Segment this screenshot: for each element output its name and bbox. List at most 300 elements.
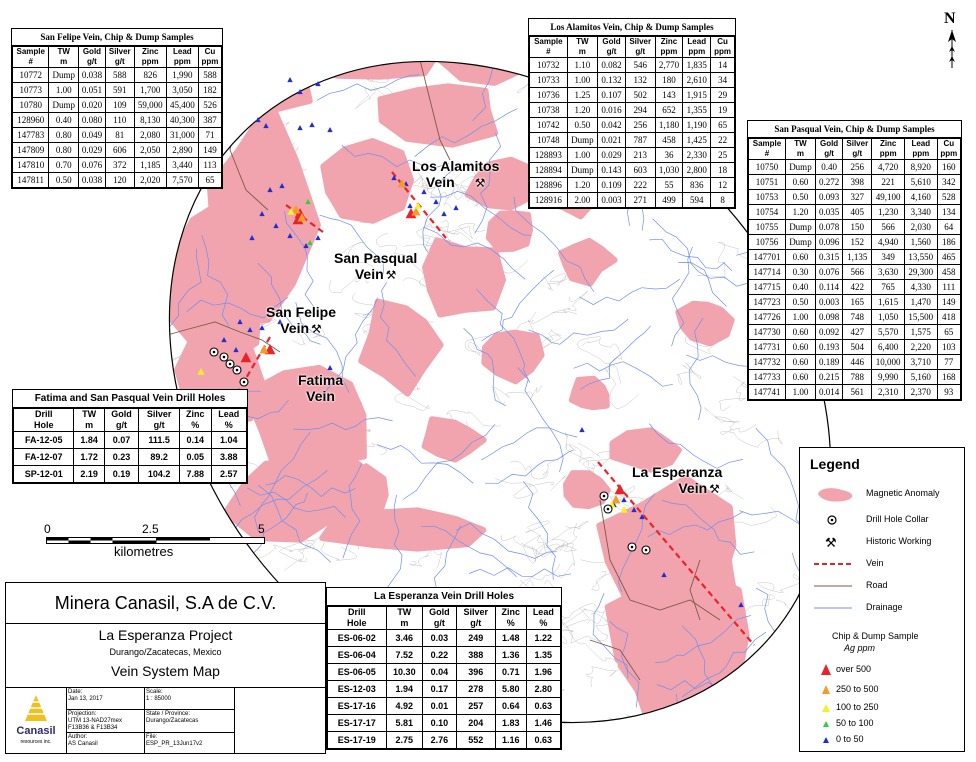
header-text: Silver	[629, 37, 652, 46]
table-cell: 213	[625, 148, 655, 163]
table-cell: 34	[711, 73, 735, 88]
legend-sample-50-100	[800, 716, 964, 732]
project-location: Durango/Zacatecas, Mexico	[109, 647, 222, 657]
header-text: m	[400, 618, 409, 628]
canasil-logo-icon	[22, 694, 50, 722]
table-row	[13, 68, 222, 83]
table-cell: 3,440	[166, 158, 198, 173]
table-cell: 8,920	[904, 160, 937, 175]
column-header	[14, 409, 74, 432]
table-cell: 4,160	[904, 190, 937, 205]
column-header	[526, 607, 560, 630]
table-row	[13, 173, 222, 188]
table-cell: 65	[198, 173, 221, 188]
drill-collar-dot	[603, 495, 606, 498]
legend-label: Historic Working	[866, 536, 932, 546]
table-cell: 1,050	[872, 310, 905, 325]
vein-label-line2: Vein	[306, 388, 335, 404]
table-cell: 3,630	[872, 265, 905, 280]
author-cell	[68, 734, 98, 748]
table-cell: 271	[625, 193, 655, 208]
table-cell: 0.078	[815, 220, 842, 235]
table-cell: 120	[105, 173, 134, 188]
table-cell: 0.60	[785, 355, 815, 370]
table-cell: 77	[937, 355, 960, 370]
drainage-line	[677, 694, 728, 762]
drill-collar-dot	[213, 351, 216, 354]
table-row	[749, 250, 961, 265]
table-cell: 1.96	[526, 664, 560, 681]
table-cell: 458	[655, 133, 683, 148]
magnetic-anomaly-area	[425, 240, 503, 314]
table-cell: 0.64	[495, 698, 526, 715]
table-cell: 1.25	[567, 88, 597, 103]
header-text: Zinc	[501, 607, 521, 617]
header-text: m	[578, 47, 586, 56]
table-cell: 0.60	[785, 250, 815, 265]
table-cell: 3,710	[904, 355, 937, 370]
table-cell: 204	[456, 715, 495, 732]
table-cell: 748	[843, 310, 872, 325]
projection-label: Projection:	[68, 711, 97, 717]
table-cell: 134	[937, 205, 960, 220]
table-title: San Felipe Vein, Chip & Dump Samples	[12, 29, 222, 46]
table-cell: 4,940	[872, 235, 905, 250]
table-cell: 13,550	[904, 250, 937, 265]
table-cell: 8,130	[134, 113, 166, 128]
table-cell: 147733	[749, 370, 786, 385]
header-text: ppm	[714, 47, 732, 56]
table-cell: 396	[456, 664, 495, 681]
table-cell: 1.20	[785, 205, 815, 220]
date-cell	[68, 689, 103, 703]
legend-item-vein	[800, 556, 964, 572]
header-text: Silver	[463, 607, 489, 617]
table-cell: 2.76	[423, 732, 457, 749]
column-header	[567, 37, 597, 58]
table-cell: 1.00	[785, 310, 815, 325]
table-cell: 5.81	[386, 715, 422, 732]
legend-label: Magnetic Anomaly	[866, 488, 940, 498]
column-header	[74, 409, 104, 432]
scale-unit: kilometres	[114, 544, 174, 559]
table-cell: 2,610	[683, 73, 711, 88]
table-cell: 40,300	[166, 113, 198, 128]
table-row	[328, 732, 561, 749]
table-cell: 81	[105, 128, 134, 143]
table-cell: 111.5	[139, 432, 180, 449]
table-cell: 0.029	[598, 148, 626, 163]
table-row	[13, 83, 222, 98]
table-cell: 566	[872, 220, 905, 235]
table-cell: 147783	[13, 128, 49, 143]
map-name: Vein System Map	[111, 663, 220, 679]
header-text: %	[539, 618, 548, 628]
table-cell: 1.83	[495, 715, 526, 732]
table-cell: 10751	[749, 175, 786, 190]
table-cell: ES-06-04	[328, 647, 387, 664]
table-cell: 7,570	[166, 173, 198, 188]
column-header	[683, 37, 711, 58]
legend-item-anomaly	[800, 486, 964, 502]
san-pasqual-sample-table	[747, 120, 962, 401]
state-cell	[146, 711, 198, 725]
table-cell: 1,030	[655, 163, 683, 178]
table-cell: 18	[711, 163, 735, 178]
road-line-icon	[812, 578, 858, 594]
contour-line	[394, 34, 451, 65]
table-cell: 0.03	[423, 630, 457, 647]
contour-line	[765, 662, 786, 682]
table-cell: 1.00	[567, 148, 597, 163]
project-name: La Esperanza Project	[98, 627, 233, 643]
table-cell: ES-17-17	[328, 715, 387, 732]
table-cell: 0.076	[78, 158, 105, 173]
table-cell: 221	[872, 175, 905, 190]
table-cell: 2.57	[211, 466, 246, 483]
table-row	[530, 193, 735, 208]
table-cell: 0.003	[598, 193, 626, 208]
table-cell: 1.04	[211, 432, 246, 449]
file-cell	[146, 734, 202, 748]
header-text: Zinc	[185, 409, 205, 419]
table-cell: Dump	[785, 160, 815, 175]
table-cell: 2,800	[683, 163, 711, 178]
header-text: ppm	[879, 149, 897, 158]
table-cell: ES-06-05	[328, 664, 387, 681]
table-cell: 64	[937, 220, 960, 235]
legend-label: Road	[866, 580, 888, 590]
table-row	[749, 340, 961, 355]
vein-label-line1: San Felipe	[266, 304, 337, 320]
table-row	[530, 103, 735, 118]
table-cell: 278	[456, 681, 495, 698]
table-row	[749, 160, 961, 175]
table-cell: 0.40	[815, 160, 842, 175]
table-cell: 147809	[13, 143, 49, 158]
header-text: m	[60, 57, 68, 66]
legend-item-road	[800, 578, 964, 594]
table-row	[14, 449, 247, 466]
legend-sample-100-250	[800, 700, 964, 716]
table-row	[749, 205, 961, 220]
column-header	[598, 37, 626, 58]
table-cell: 1,355	[683, 103, 711, 118]
table-cell: 71	[198, 128, 221, 143]
table-cell: 10738	[530, 103, 568, 118]
table-cell: 528	[937, 190, 960, 205]
header-text: ppm	[912, 149, 930, 158]
table-cell: 4.92	[386, 698, 422, 715]
table-cell: 36	[655, 148, 683, 163]
company-name: Minera Canasil, S.A de C.V.	[6, 583, 325, 624]
table-title: San Pasqual Vein, Chip & Dump Samples	[748, 121, 961, 138]
scale-tick-mid: 2.5	[142, 522, 159, 536]
contour-line	[418, 33, 451, 57]
table-cell: 10756	[749, 235, 786, 250]
table-cell: 149	[198, 143, 221, 158]
table-cell: 113	[198, 158, 221, 173]
header-text: Lead	[687, 37, 707, 46]
table-row	[14, 432, 247, 449]
table-cell: 0.60	[785, 175, 815, 190]
logo-text: Canasil	[16, 725, 56, 737]
header-text: ppm	[688, 47, 706, 56]
header-text: g/t	[606, 47, 617, 56]
header-text: Drill	[348, 607, 366, 617]
header-text: Zinc	[879, 139, 897, 148]
table-cell: 29	[711, 88, 735, 103]
table-cell: 1.00	[567, 73, 597, 88]
table-cell: 0.40	[49, 113, 79, 128]
fatima-vein-label	[298, 372, 343, 404]
table-cell: 0.098	[815, 310, 842, 325]
table-cell: 0.038	[78, 173, 105, 188]
header-text: TW	[82, 409, 97, 419]
table-cell: 0.080	[78, 113, 105, 128]
drainage-line	[733, 746, 785, 762]
table-cell: 143	[655, 88, 683, 103]
table-cell: 1.00	[49, 83, 79, 98]
header-text: Gold	[819, 139, 839, 148]
sample-legend-unit: Ag ppm	[844, 643, 876, 653]
table-cell: 65	[937, 325, 960, 340]
north-arrow-icon	[940, 28, 964, 70]
table-cell: 0.315	[815, 250, 842, 265]
table-row	[530, 148, 735, 163]
table-cell: FA-12-07	[14, 449, 74, 466]
table-cell: 0.051	[78, 83, 105, 98]
table-cell: 0.029	[78, 143, 105, 158]
header-text: m	[85, 420, 94, 430]
table-cell: 606	[105, 143, 134, 158]
table-cell: 0.40	[785, 280, 815, 295]
date-value: Jan 13, 2017	[68, 696, 103, 702]
table-cell: 7.52	[386, 647, 422, 664]
header-text: g/t	[116, 420, 128, 430]
table-cell: 458	[937, 265, 960, 280]
table-cell: 0.114	[815, 280, 842, 295]
table-cell: 0.60	[785, 325, 815, 340]
table-cell: 147715	[749, 280, 786, 295]
table-cell: 147723	[749, 295, 786, 310]
legend-label: Drill Hole Collar	[866, 514, 929, 524]
magnetic-anomaly-area	[489, 213, 530, 249]
column-header	[937, 139, 960, 160]
north-arrow	[940, 10, 964, 70]
table-cell: 546	[625, 58, 655, 73]
table-row	[530, 133, 735, 148]
table-cell: 3.46	[386, 630, 422, 647]
table-cell: 0.076	[815, 265, 842, 280]
table-cell: 0.04	[423, 664, 457, 681]
table-cell: 257	[456, 698, 495, 715]
scale-value: 1 : 85000	[146, 696, 172, 702]
header-text: Lead	[911, 139, 931, 148]
table-cell: 5.80	[495, 681, 526, 698]
vein-label-line1: La Esperanza	[632, 464, 723, 480]
column-header	[456, 607, 495, 630]
table-cell: 1,700	[134, 83, 166, 98]
header-text: Cu	[204, 47, 216, 56]
table-cell: 1.20	[567, 178, 597, 193]
table-cell: 0.193	[815, 340, 842, 355]
historic-working-icon: ⚒	[311, 322, 322, 336]
table-cell: 89.2	[139, 449, 180, 466]
column-header	[785, 139, 815, 160]
legend-sample-250-500	[800, 682, 964, 698]
header-text: #	[28, 57, 33, 66]
column-header	[166, 47, 198, 68]
table-cell: 10742	[530, 118, 568, 133]
column-header	[386, 607, 422, 630]
table-cell: 110	[105, 113, 134, 128]
table-cell: Dump	[785, 235, 815, 250]
table-cell: 10772	[13, 68, 49, 83]
table-cell: Dump	[567, 133, 597, 148]
table-cell: 588	[198, 68, 221, 83]
title-block	[5, 582, 326, 754]
column-header	[104, 409, 139, 432]
table-cell: ES-12-03	[328, 681, 387, 698]
header-text: ppm	[940, 149, 958, 158]
header-text: g/t	[635, 47, 646, 56]
table-cell: 0.22	[423, 647, 457, 664]
table-cell: FA-12-05	[14, 432, 74, 449]
table-cell: 465	[937, 250, 960, 265]
table-cell: 594	[683, 193, 711, 208]
table-cell: 1,835	[683, 58, 711, 73]
header-text: %	[506, 618, 515, 628]
table-cell: 0.30	[785, 265, 815, 280]
magnetic-anomaly-area	[572, 379, 607, 407]
table-cell: 1.46	[526, 715, 560, 732]
table-cell: 2,370	[904, 385, 937, 400]
vein-label-line2: Vein	[280, 320, 310, 336]
drill-collar-dot	[645, 549, 648, 552]
table-cell: 0.014	[815, 385, 842, 400]
header-text: Lead	[218, 409, 240, 419]
north-label: N	[944, 10, 956, 27]
table-cell: 0.109	[598, 178, 626, 193]
table-cell: 10780	[13, 98, 49, 113]
table-cell: 10750	[749, 160, 786, 175]
table-cell: 10748	[530, 133, 568, 148]
table-cell: Dump	[567, 163, 597, 178]
legend-item-collar	[800, 512, 964, 528]
san-pasqual-vein-label	[334, 250, 417, 283]
table-row	[749, 325, 961, 340]
magnetic-anomaly-area	[323, 141, 411, 221]
state-label: State / Province:	[146, 711, 191, 717]
table-cell: 2,030	[904, 220, 937, 235]
table-cell: 0.80	[49, 143, 79, 158]
drill-collar-dot	[229, 363, 232, 366]
historic-working-icon: ⚒	[385, 268, 397, 282]
table-cell: 10773	[13, 83, 49, 98]
table-cell: 446	[843, 355, 872, 370]
table-cell: 342	[937, 175, 960, 190]
table-cell: 504	[843, 340, 872, 355]
column-header	[105, 47, 134, 68]
table-cell: 1.84	[74, 432, 104, 449]
table-cell: 2,220	[904, 340, 937, 355]
table-cell: 1,560	[904, 235, 937, 250]
table-cell: 0.132	[598, 73, 626, 88]
column-header	[211, 409, 246, 432]
header-text: Cu	[943, 139, 955, 148]
table-cell: 405	[843, 205, 872, 220]
table-cell: 561	[843, 385, 872, 400]
header-text: Cu	[717, 37, 728, 46]
column-header	[530, 37, 568, 58]
table-cell: 552	[456, 732, 495, 749]
column-header	[198, 47, 221, 68]
table-cell: 147741	[749, 385, 786, 400]
table-cell: 10.30	[386, 664, 422, 681]
table-cell: 1.10	[567, 58, 597, 73]
legend-label: Vein	[866, 558, 884, 568]
header-text: Sample	[16, 47, 45, 56]
table-cell: 147701	[749, 250, 786, 265]
column-header	[815, 139, 842, 160]
table-cell: 103	[937, 340, 960, 355]
table-cell: 0.10	[423, 715, 457, 732]
vein-label-line2: Vein	[425, 174, 455, 190]
table-cell: 222	[625, 178, 655, 193]
table-cell: 2.19	[74, 466, 104, 483]
drill-collar-dot	[223, 356, 226, 359]
san-felipe-sample-table	[11, 28, 223, 189]
column-header	[495, 607, 526, 630]
table-cell: 1,425	[683, 133, 711, 148]
table-cell: 9,990	[872, 370, 905, 385]
vein-label-line2: Vein	[678, 480, 708, 496]
table-row	[530, 178, 735, 193]
table-cell: 25	[711, 148, 735, 163]
table-cell: 0.215	[815, 370, 842, 385]
table-cell: 2,020	[134, 173, 166, 188]
table-cell: Dump	[785, 220, 815, 235]
header-text: Gold	[111, 409, 132, 419]
table-cell: 0.63	[526, 732, 560, 749]
file-label: File:	[146, 734, 158, 740]
table-cell: 787	[625, 133, 655, 148]
column-header	[134, 47, 166, 68]
table-cell: 256	[625, 118, 655, 133]
table-cell: 0.05	[179, 449, 211, 466]
column-header	[749, 139, 786, 160]
sample-legend-title: Chip & Dump Sample	[832, 631, 919, 641]
column-header	[328, 607, 387, 630]
table-cell: 1,615	[872, 295, 905, 310]
table-cell: 418	[937, 310, 960, 325]
table-cell: 12	[711, 178, 735, 193]
table-cell: 0.042	[598, 118, 626, 133]
table-cell: 826	[134, 68, 166, 83]
file-value: ESP_PR_13Jun17v2	[146, 741, 203, 747]
author-label: Author:	[68, 734, 88, 740]
table-cell: 4,330	[904, 280, 937, 295]
table-cell: 2.75	[386, 732, 422, 749]
table-cell: 0.003	[815, 295, 842, 310]
contour-line	[775, 49, 827, 71]
table-cell: ES-06-02	[328, 630, 387, 647]
column-header	[49, 47, 79, 68]
table-cell: 0.093	[815, 190, 842, 205]
table-cell: 1.94	[386, 681, 422, 698]
legend-item-drainage	[800, 600, 964, 616]
